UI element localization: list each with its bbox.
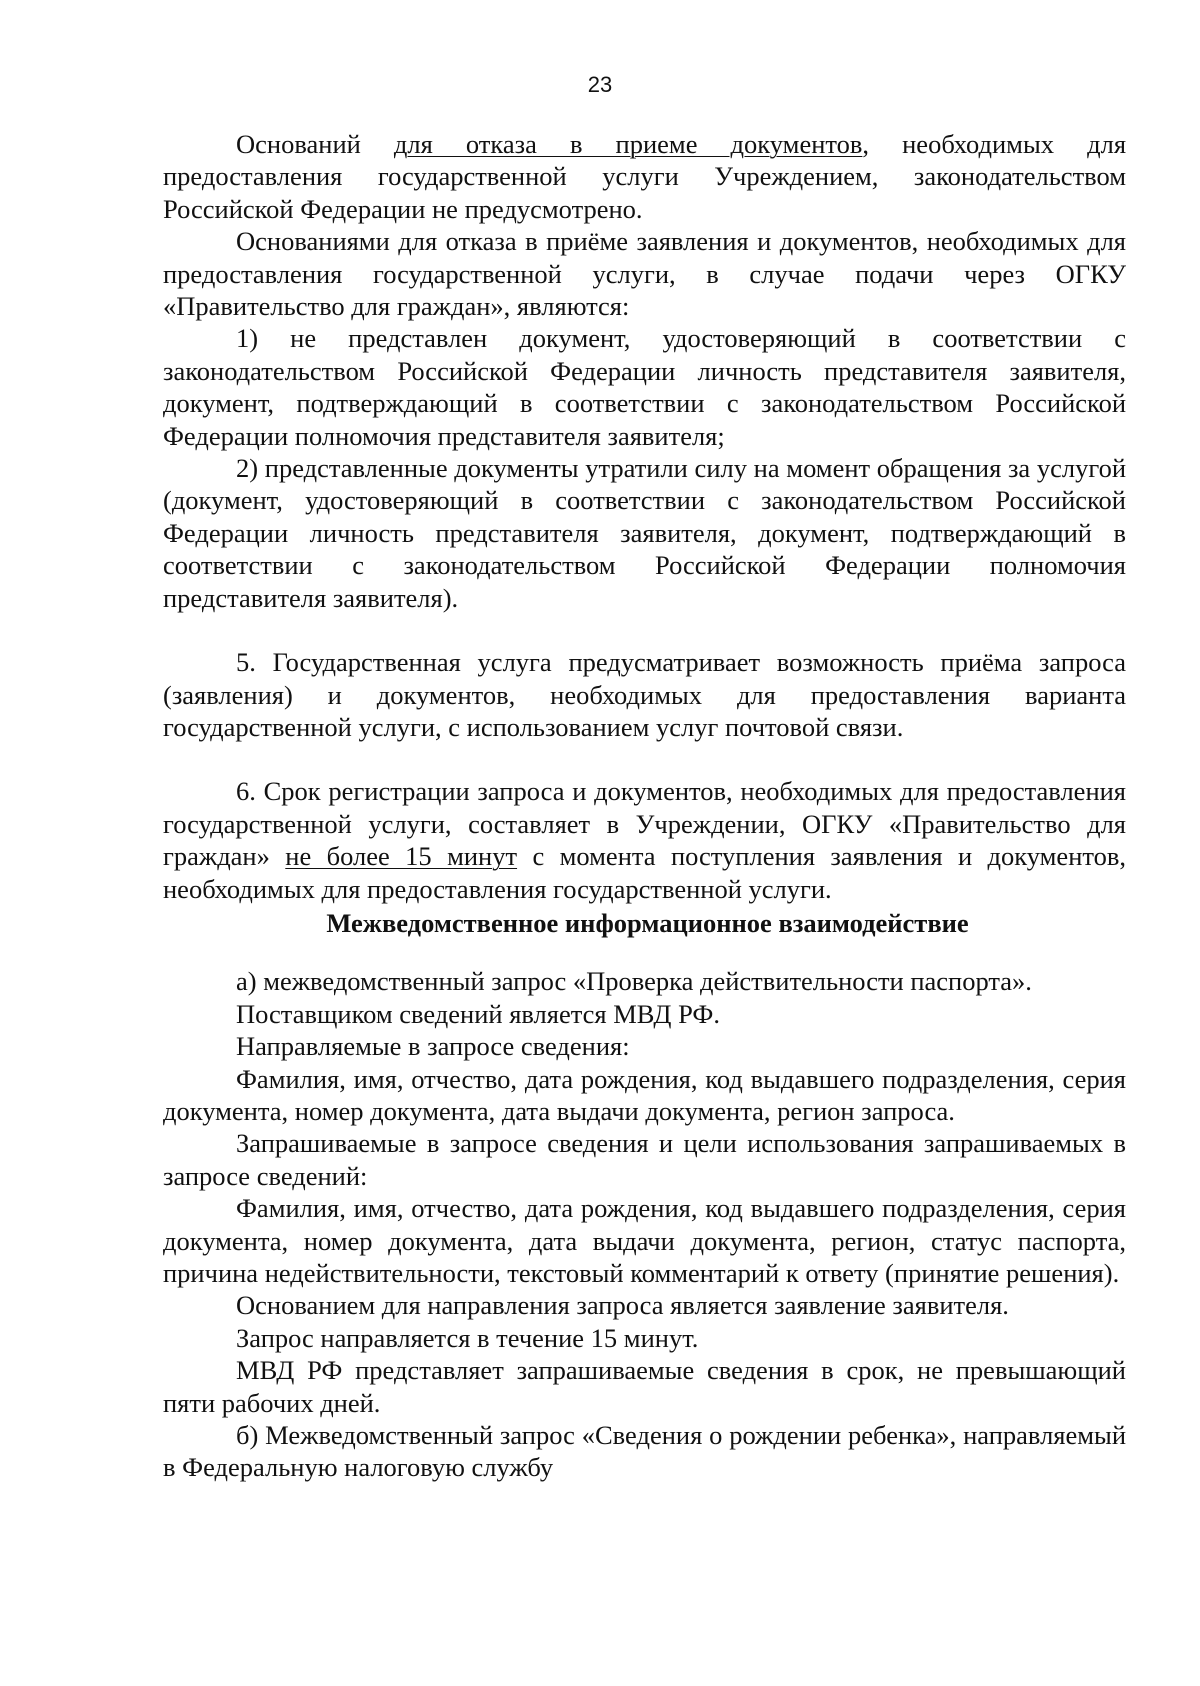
paragraph-sent-data-label: Направляемые в запросе сведения: [236, 1031, 630, 1062]
paragraph-text: 6. Срок регистрации запроса и документов, необходимых для предоставления государственной услуги, составляет в Учреждении, ОГКУ «Правительство для граждан» [163, 776, 1126, 872]
page-number: 23 [587, 72, 613, 97]
paragraph-grounds-ogku: Основаниями для отказа в приёме заявления и документов, необходимых для предоставления государственной услуги, в случае подачи через ОГКУ «Правительство для граждан», являются: [163, 226, 1126, 322]
paragraph-text: с момента поступления заявления и документов, необходимых для предоставления государственной услуги. [163, 841, 1126, 904]
document-body [163, 128, 1126, 1484]
spacer [163, 614, 1126, 646]
paragraph-text: , необходимых для предоставления государственной услуги Учреждением, законодательством Российской Федерации не предусмотрено. [163, 129, 1127, 224]
paragraph-provider: Поставщиком сведений является МВД РФ. [236, 998, 720, 1029]
paragraph-text: Оснований [236, 129, 394, 159]
paragraph-no-grounds-refusal [163, 128, 1126, 225]
paragraph-requested-data: Фамилия, имя, отчество, дата рождения, код выдавшего подразделения, серия документа, номер документа, дата выдачи документа, регион, статус паспорта, причина недействительности, текстовый комментарий к ответу (принятие решения). [163, 1193, 1126, 1288]
paragraph-section-5: 5. Государственная услуга предусматривает возможность приёма запроса (заявления) и документов, необходимых для предоставления варианта государственной услуги, с использованием услуг почтовой связи. [163, 647, 1126, 742]
paragraph-request-basis: Основанием для направления запроса является заявление заявителя. [236, 1290, 1009, 1321]
spacer [163, 939, 1126, 965]
paragraph-request-time: Запрос направляется в течение 15 минут. [236, 1322, 699, 1353]
paragraph-request-a: а) межведомственный запрос «Проверка действительности паспорта». [236, 966, 1032, 997]
underlined-phrase: не более 15 минут [285, 841, 518, 872]
list-item-1: 1) не представлен документ, удостоверяющий в соответствии с законодательством Российской Федерации личность представителя заявителя, документ, подтверждающий в соответствии с законодательством Российской Федерации полномочия представителя заявителя; [163, 323, 1126, 451]
paragraph-section-6 [163, 775, 1126, 905]
spacer [163, 743, 1126, 775]
paragraph-response-time: МВД РФ представляет запрашиваемые сведения в срок, не превышающий пяти рабочих дней. [163, 1355, 1126, 1418]
list-item-2: 2) представленные документы утратили силу на момент обращения за услугой (документ, удостоверяющий в соответствии с законодательством Российской Федерации личность представителя заявителя, документ, подтверждающий в соответствии с законодательством Российской Федерации полномочия представителя заявителя). [163, 453, 1126, 613]
paragraph-request-b: б) Межведомственный запрос «Сведения о рождении ребенка», направляемый в Федеральную налоговую службу [163, 1420, 1126, 1483]
paragraph-requested-data-label: Запрашиваемые в запросе сведения и цели использования запрашиваемых в запросе сведений: [163, 1128, 1126, 1191]
underlined-phrase: для отказа в приеме документов [393, 129, 863, 159]
section-heading: Межведомственное информационное взаимодействие [326, 907, 969, 938]
paragraph-sent-data: Фамилия, имя, отчество, дата рождения, код выдавшего подразделения, серия документа, номер документа, дата выдачи документа, регион запроса. [163, 1063, 1126, 1126]
